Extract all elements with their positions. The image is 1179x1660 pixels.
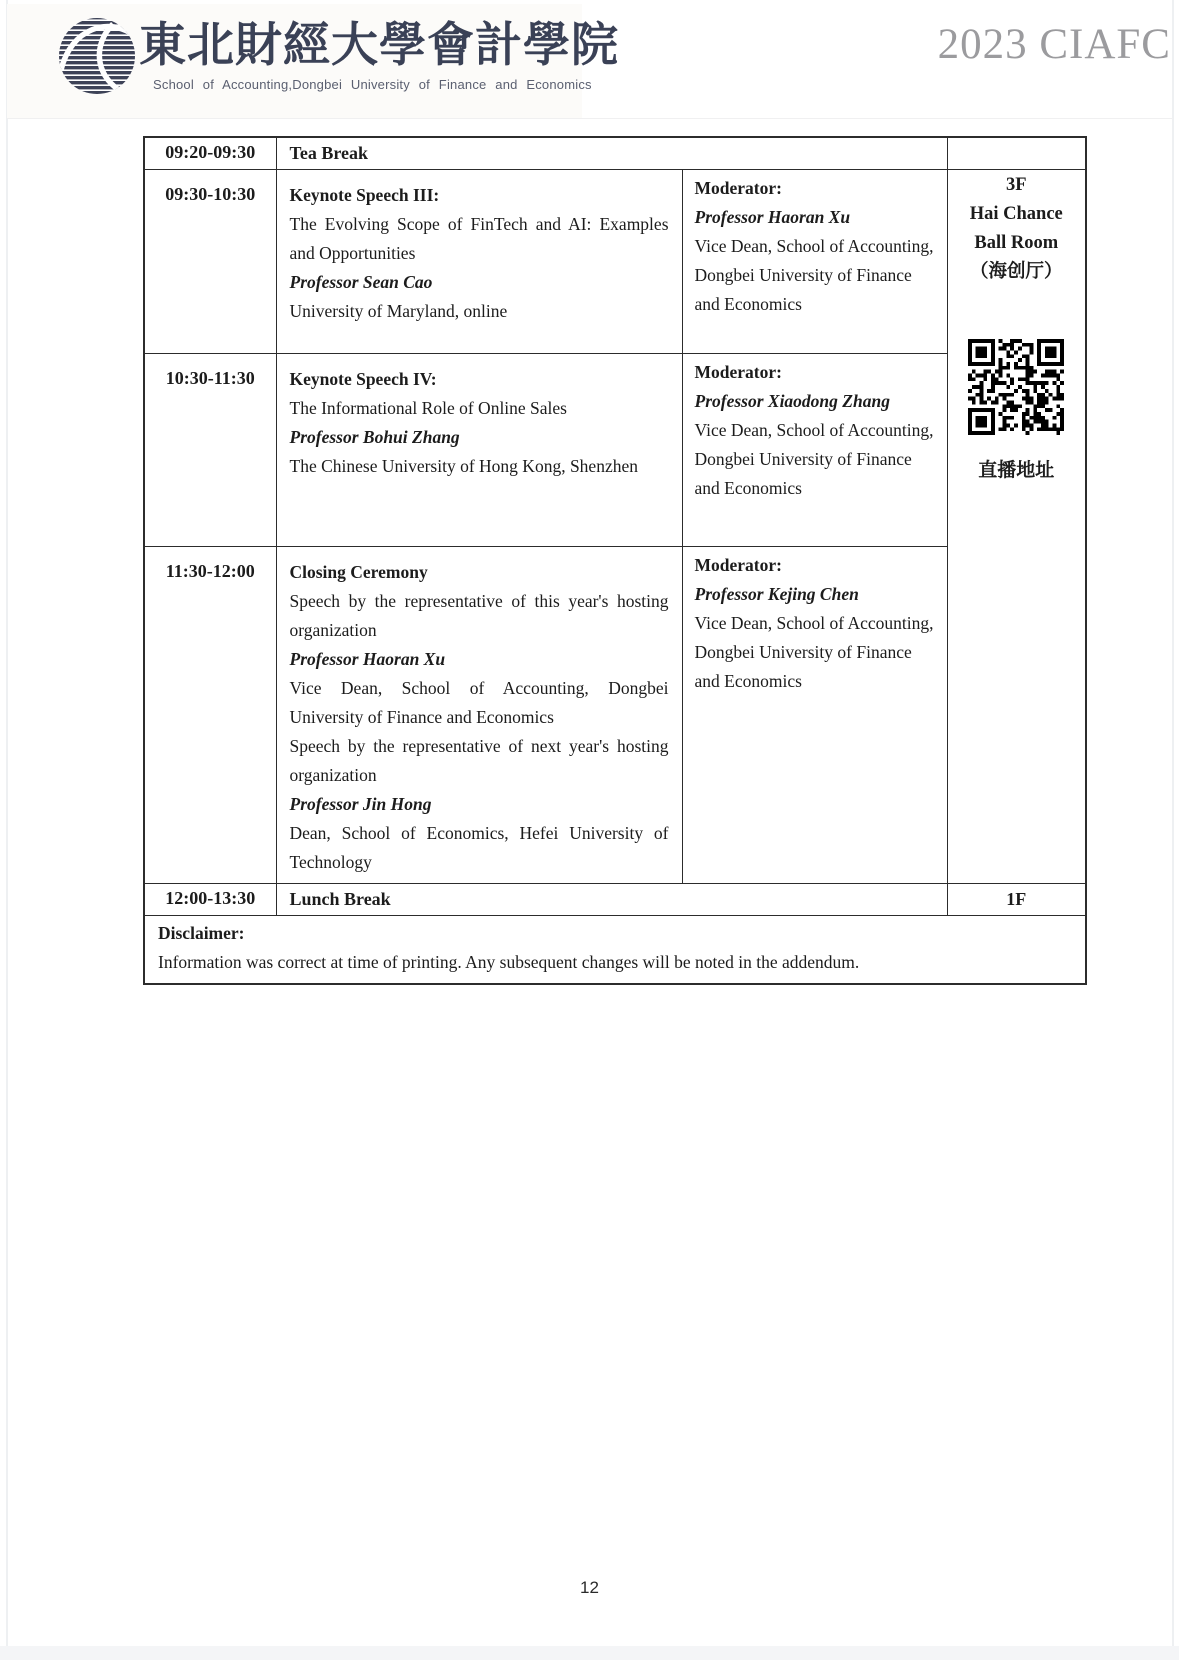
speaker-affiliation: Vice Dean, School of Accounting, Dongbei University of Finance and Economics [289,678,669,727]
table-row-closing-ceremony [144,547,1086,884]
time-cell: 10:30-11:30 [144,354,276,547]
location-room-line2: Ball Room [974,233,1059,253]
page-left-edge [6,0,8,1660]
disclaimer-text: Information was correct at time of printing. Any subsequent changes will be noted in the addendum. [158,952,860,972]
speaker-name: Professor Sean Cao [289,272,433,292]
lunch-location-cell: 1F [947,884,1086,916]
time-cell: 09:30-10:30 [144,170,276,354]
location-room-line1: Hai Chance [969,204,1063,224]
header-divider [7,118,1173,119]
session-heading: Keynote Speech III: [289,185,440,205]
closing-item-2: Speech by the representative of next year's hosting organization [289,736,669,785]
session-cell [276,354,682,547]
session-cell [276,170,682,354]
moderator-name: Professor Kejing Chen [694,584,859,604]
session-heading: Keynote Speech IV: [289,369,437,389]
globe-stripes-logo-icon [57,16,137,96]
moderator-label: Moderator: [694,555,782,575]
schedule-table [143,136,1087,985]
session-heading: Closing Ceremony [289,562,428,582]
empty-location-cell [947,137,1086,170]
livestream-caption: 直播地址 [978,460,1055,481]
conference-badge: 2023 CIAFC [937,21,1171,68]
page-bottom-edge [0,1646,1179,1660]
speaker-name: Professor Bohui Zhang [289,427,460,447]
table-row-tea-break [144,137,1086,170]
qr-code-container [949,339,1085,444]
talk-title: The Evolving Scope of FinTech and AI: Examples and Opportunities [289,214,669,263]
location-room-chinese: （海创厅） [970,262,1063,282]
time-cell: 12:00-13:30 [144,884,276,916]
table-row-keynote-4 [144,354,1086,547]
location-floor: 3F [1005,175,1027,195]
moderator-affiliation: Vice Dean, School of Accounting, Dongbei University of Finance and Economics [694,420,934,498]
school-title-chinese: 東北財經大學會計學院 [139,20,619,72]
moderator-cell [682,354,947,547]
moderator-label: Moderator: [694,178,782,198]
location-cell [947,170,1086,884]
table-row-disclaimer [144,916,1086,985]
moderator-affiliation: Vice Dean, School of Accounting, Dongbei University of Finance and Economics [694,236,934,314]
moderator-label: Moderator: [694,362,782,382]
moderator-affiliation: Vice Dean, School of Accounting, Dongbei University of Finance and Economics [694,613,934,691]
speaker-affiliation: University of Maryland, online [289,301,508,321]
session-cell [276,547,682,884]
school-subtitle-english: School of Accounting,Dongbei University of Finance and Economics [153,77,592,92]
tea-break-cell: Tea Break [276,137,947,170]
page-number: 12 [580,1578,599,1597]
disclaimer-label: Disclaimer: [158,923,245,943]
disclaimer-cell [144,916,1086,985]
speaker-affiliation: Dean, School of Economics, Hefei University of Technology [289,823,669,872]
moderator-cell [682,547,947,884]
time-cell: 11:30-12:00 [144,547,276,884]
closing-item-1: Speech by the representative of this year's hosting organization [289,591,669,640]
moderator-cell [682,170,947,354]
moderator-name: Professor Xiaodong Zhang [694,391,890,411]
speaker-name: Professor Haoran Xu [289,649,446,669]
page-right-edge [1172,0,1174,1660]
qr-code-icon [968,339,1064,435]
lunch-break-cell: Lunch Break [276,884,947,916]
moderator-name: Professor Haoran Xu [694,207,851,227]
talk-title: The Informational Role of Online Sales [289,398,567,418]
table-row-keynote-3 [144,170,1086,354]
speaker-affiliation: The Chinese University of Hong Kong, Shenzhen [289,456,638,476]
speaker-name: Professor Jin Hong [289,794,432,814]
time-cell: 09:20-09:30 [144,137,276,170]
table-row-lunch-break [144,884,1086,916]
